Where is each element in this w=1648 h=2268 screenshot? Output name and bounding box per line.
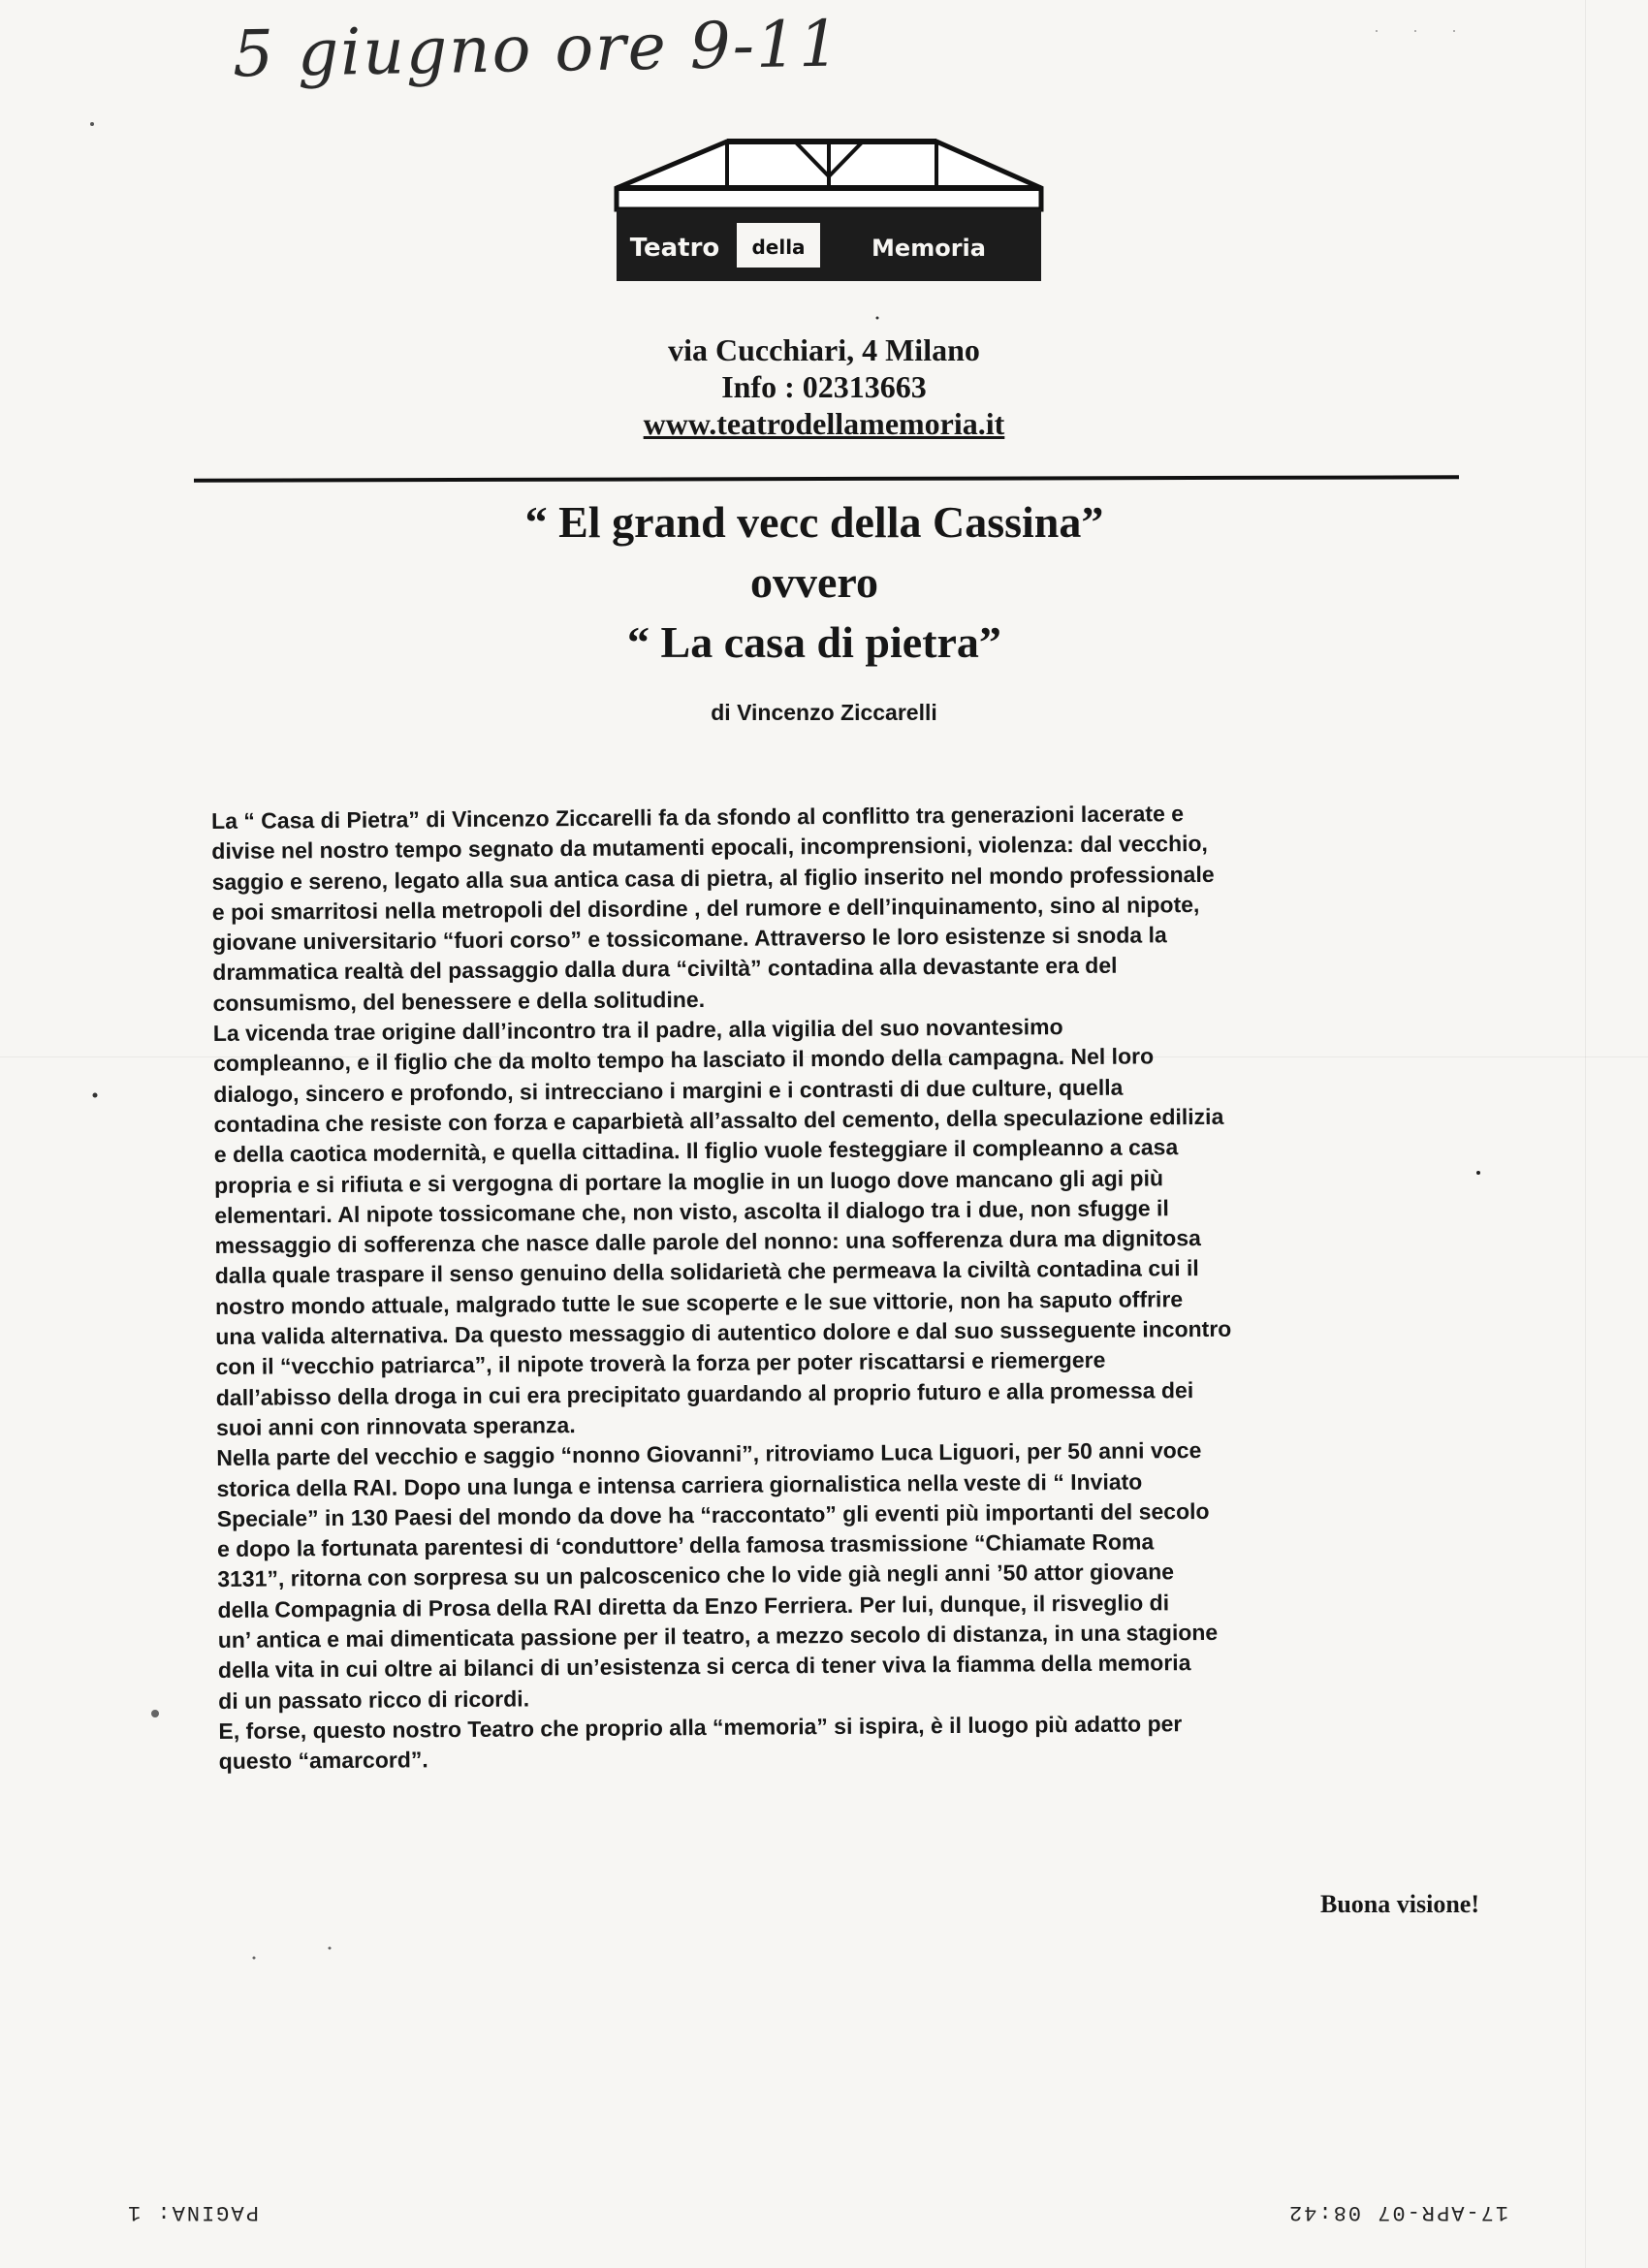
body-line: con il “vecchio patriarca”, il nipote troverà la forza per poter riscattarsi e riemergere — [215, 1347, 1106, 1380]
body-line: drammatica realtà del passaggio dalla dura “civiltà” contadina alla devastante era del — [212, 953, 1118, 986]
body-line: contadina che resiste con forza e caparbietà all’assalto del cemento, della speculazione edilizia — [213, 1103, 1224, 1137]
website-link[interactable]: www.teatrodellamemoria.it — [643, 406, 1005, 441]
body-line: Nella parte del vecchio e saggio “nonno Giovanni”, ritroviamo Luca Liguori, per 50 anni voce — [216, 1437, 1202, 1471]
body-line: e dopo la fortunata parentesi di ‘conduttore’ della famosa trasmissione “Chiamate Roma — [216, 1528, 1155, 1562]
body-line: 3131”, ritorna con sorpresa su un palcoscenico che lo vide già negli anni ’50 attor giovane — [217, 1559, 1175, 1592]
body-line: elementari. Al nipote tossicomane che, non visto, ascolta il dialogo tra i due, non sfugge il — [214, 1195, 1169, 1228]
body-line: E, forse, questo nostro Teatro che proprio alla “memoria” si ispira, è il luogo più adatto per — [218, 1711, 1183, 1744]
body-line: Speciale” in 130 Paesi del mondo da dove ha “raccontato” gli eventi più importanti del secolo — [216, 1497, 1210, 1531]
play-title — [320, 492, 1309, 673]
body-line: e poi smarritosi nella metropoli del disordine , del rumore e dell’inquinamento, sino al nipote, — [211, 891, 1200, 925]
body-line: dalla quale traspare il senso genuino della solidarietà che permeava la civiltà contadina cui il — [214, 1255, 1199, 1289]
body-line: La “ Casa di Pietra” di Vincenzo Ziccarelli fa da sfondo al conflitto tra generazioni lacerate e — [211, 801, 1185, 834]
body-line: storica della RAI. Dopo una lunga e intensa carriera giornalistica nella veste di “ Inviato — [216, 1468, 1143, 1501]
body-line: compleanno, e il figlio che da molto tempo ha lasciato il mondo della campagna. Nel loro — [212, 1043, 1155, 1077]
body-line: e della caotica modernità, e quella cittadina. Il figlio vuole festeggiare il compleanno a casa — [213, 1134, 1179, 1168]
body-line: propria e si rifiuta e si vergogna di portare la moglie in un luogo dove mancano gli agi più — [213, 1164, 1164, 1198]
body-line: divise nel nostro tempo segnato da mutamenti epocali, incomprensioni, violenza: dal vecchio, — [211, 831, 1208, 865]
body-line: della Compagnia di Prosa della RAI diretta da Enzo Ferriera. Per lui, dunque, il risveglio di — [217, 1589, 1170, 1622]
street-address: via Cucchiari, 4 Milano — [668, 332, 980, 367]
handwritten-note: 5 giugno ore 9-11 — [232, 6, 842, 92]
body-line: un’ antica e mai dimenticata passione per il teatro, a mezzo secolo di distanza, in una stagione — [217, 1619, 1219, 1653]
author-byline: di Vincenzo Ziccarelli — [711, 700, 937, 725]
body-line: questo “amarcord”. — [218, 1747, 428, 1775]
title-line-2: ovvero — [749, 557, 878, 607]
closing-line: Buona visione! — [1320, 1890, 1479, 1918]
description-body — [211, 797, 1479, 1778]
logo-word-della: della — [751, 236, 806, 259]
footer-datestamp: 17-APR-07 08:42 — [1287, 2200, 1509, 2224]
title-line-3: “ La casa di pietra” — [627, 617, 1001, 667]
paper-fold-vertical — [1585, 0, 1586, 2268]
address-block — [582, 331, 1066, 442]
horizontal-divider — [194, 475, 1459, 482]
footer-page-number: PAGINA: 1 — [126, 2200, 259, 2224]
body-line: La vicenda trae origine dall’incontro tra il padre, alla vigilia del suo novantesimo — [212, 1014, 1063, 1047]
body-line: della vita in cui oltre ai bilanci di un’esistenza si cerca di tener viva la fiamma della memoria — [217, 1650, 1191, 1684]
body-line: suoi anni con rinnovata speranza. — [215, 1412, 576, 1440]
body-line: di un passato ricco di ricordi. — [218, 1685, 530, 1714]
logo-word-memoria: Memoria — [872, 235, 986, 262]
title-line-1: “ El grand vecc della Cassina” — [524, 497, 1104, 547]
body-line: una valida alternativa. Da questo messaggio di autentico dolore e dal suo susseguente incontro — [215, 1315, 1232, 1350]
info-phone: Info : 02313663 — [721, 369, 927, 404]
body-line: consumismo, del benessere e della solitudine. — [212, 986, 706, 1016]
body-line: nostro mondo attuale, malgrado tutte le sue scoperte e le sue vittorie, non ha saputo offrire — [214, 1285, 1184, 1319]
body-line: messaggio di sofferenza che nasce dalle parole del nonno: una sofferenza dura ma dignitosa — [214, 1225, 1201, 1259]
teatro-della-memoria-logo — [611, 134, 1047, 289]
body-line: dall’abisso della droga in cui era precipitato guardando al proprio futuro e alla promessa dei — [215, 1376, 1194, 1410]
body-line: giovane universitario “fuori corso” e tossicomane. Attraverso le loro esistenze si snoda la — [211, 922, 1167, 956]
body-line: saggio e sereno, legato alla sua antica casa di pietra, al figlio inserito nel mondo professionale — [211, 861, 1215, 895]
logo-word-teatro: Teatro — [629, 234, 720, 263]
body-line: dialogo, sincero e profondo, si intrecciano i margini e i contrasti di due culture, quella — [213, 1074, 1124, 1107]
